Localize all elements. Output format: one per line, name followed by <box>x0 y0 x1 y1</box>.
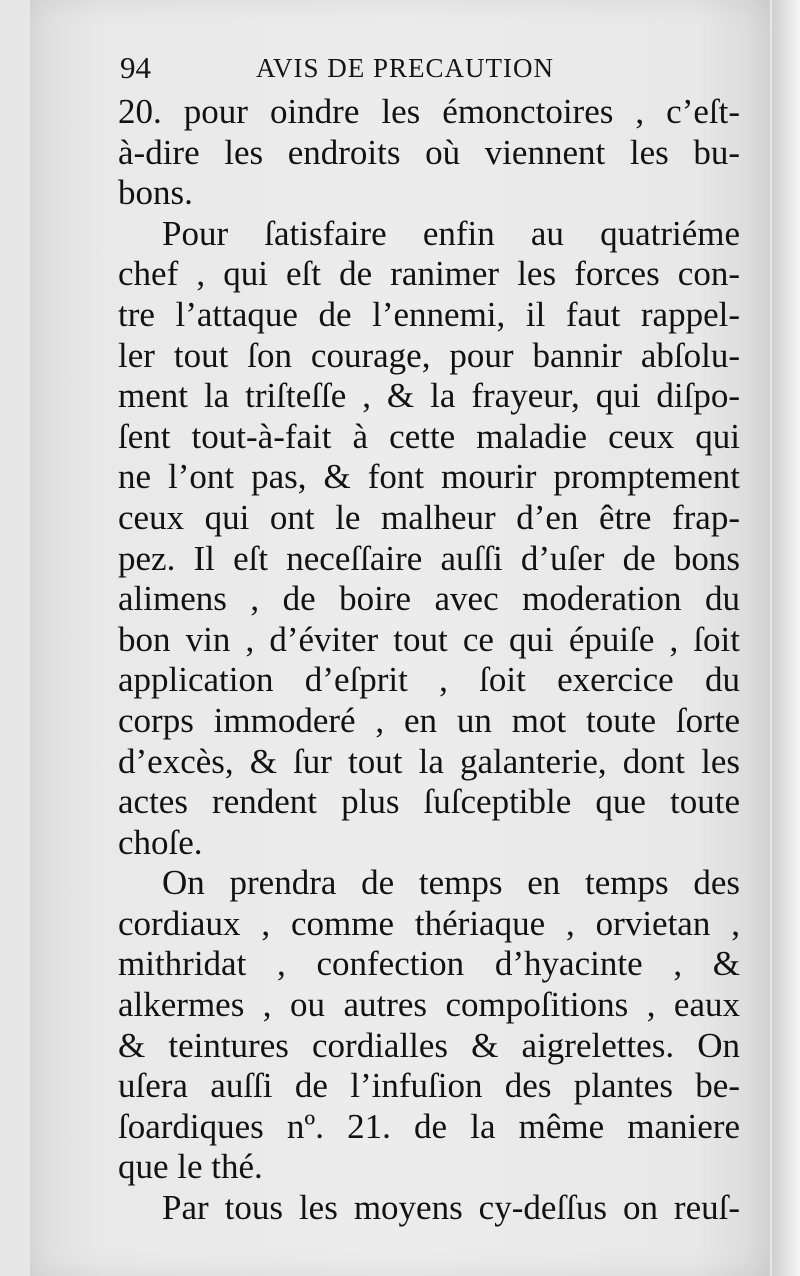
text-line: ſent tout-à-fait à cette maladie ceux qui <box>118 416 740 456</box>
text-line: & teintures cordialles & aigrelettes. On <box>118 1025 740 1065</box>
text-line: pez. Il eſt neceſſaire auſſi d’uſer de bons <box>118 538 740 578</box>
text-line: ment la triſteſſe , & la frayeur, qui diſpo- <box>118 376 740 416</box>
text-line: à-dire les endroits où viennent les bu- <box>118 132 740 172</box>
text-line: bons. <box>118 173 193 213</box>
text-line: que le thé. <box>118 1147 263 1187</box>
text-line: cordiaux , comme thériaque , orvietan , <box>118 903 740 943</box>
text-line: 20. pour oindre les émonctoires , c’eſt- <box>118 92 740 131</box>
text-line: ceux qui ont le malheur d’en être frap- <box>118 497 740 537</box>
text-line: chef , qui eſt de ranimer les forces con- <box>118 254 740 294</box>
text-line: choſe. <box>118 822 203 862</box>
text-line: Pour ſatisfaire enfin au quatriéme <box>162 213 740 253</box>
text-line: alkermes , ou autres compoſitions , eaux <box>118 985 740 1025</box>
text-line: Par tous les moyens cy-deſſus on reuſ- <box>162 1188 740 1228</box>
text-line: corps immoderé , en un mot toute ſorte <box>118 700 740 740</box>
text-line: tre l’attaque de l’ennemi, il faut rappel- <box>118 294 740 334</box>
text-line: actes rendent plus ſuſceptible que toute <box>118 782 740 822</box>
text-line: ſoardiques nº. 21. de la même maniere <box>118 1106 740 1146</box>
text-line: uſera auſſi de l’infuſion des plantes be- <box>118 1066 740 1106</box>
running-head: AVIS DE PRECAUTION <box>256 53 555 83</box>
text-line: On prendra de temps en temps des <box>162 863 740 903</box>
page-edge <box>772 0 800 1276</box>
text-line: ne l’ont pas, & font mourir promptement <box>118 457 740 497</box>
text-line: ler tout ſon courage, pour bannir abſolu- <box>118 335 740 375</box>
text-line: application d’eſprit , ſoit exercice du <box>118 660 740 700</box>
page-number: 94 <box>120 50 151 85</box>
text-line: d’excès, & ſur tout la galanterie, dont les <box>118 741 740 781</box>
text-line: alimens , de boire avec moderation du <box>118 579 740 619</box>
text-line: bon vin , d’éviter tout ce qui épuiſe , ſoit <box>118 619 740 659</box>
body-text <box>118 92 740 1229</box>
text-line: mithridat , confection d’hyacinte , & <box>118 944 740 984</box>
